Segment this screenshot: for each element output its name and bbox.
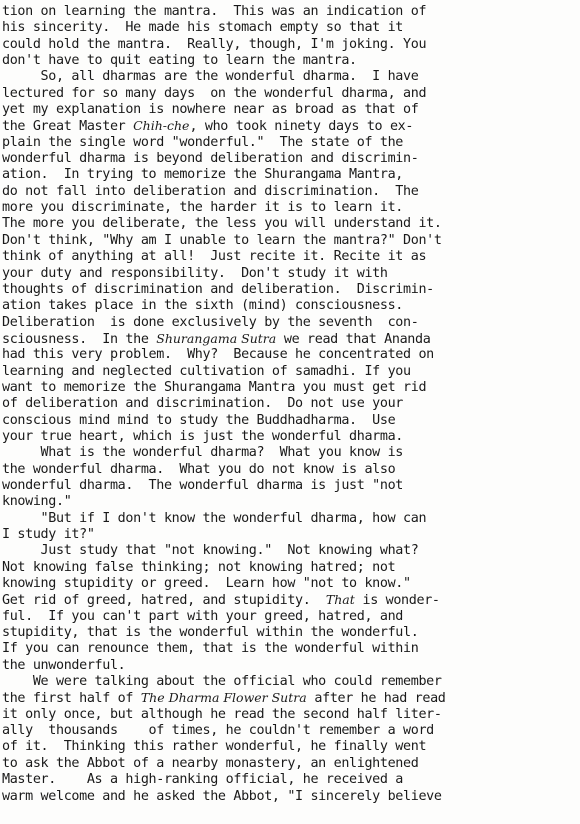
text-line	[2, 37, 578, 53]
text-line	[2, 674, 578, 690]
text-segment: had this very problem. Why? Because he concentrated on	[2, 347, 434, 363]
text-segment: So, all dharmas are the wonderful dharma. I have	[2, 69, 419, 85]
text-line	[2, 102, 578, 118]
text-line	[2, 216, 578, 232]
text-line	[2, 4, 578, 20]
italic-title: That	[325, 592, 355, 608]
text-segment: plain the single word "wonderful." The state of the	[2, 134, 404, 150]
text-segment: lectured for so many days on the wonderful dharma, and	[2, 85, 427, 101]
text-line	[2, 151, 578, 167]
text-line	[2, 249, 578, 265]
text-segment: thoughts of discrimination and deliberation. Discrimin-	[2, 281, 434, 297]
text-segment: ful. If you can't part with your greed, hatred, and	[2, 608, 404, 624]
text-line	[2, 543, 578, 559]
text-segment: knowing."	[2, 494, 72, 510]
text-segment: Master. As a high-ranking official, he received a	[2, 772, 404, 788]
text-segment: I study it?"	[2, 527, 95, 542]
text-line	[2, 396, 578, 412]
text-line	[2, 739, 578, 755]
text-line	[2, 282, 578, 298]
text-segment: yet my explanation is nowhere near as broad as that of	[2, 102, 419, 118]
text-segment: learning and neglected cultivation of samadhi. If you	[2, 363, 411, 379]
text-line	[2, 609, 578, 625]
text-segment: the unwonderful.	[2, 657, 126, 673]
text-line	[2, 576, 578, 592]
text-segment: The more you deliberate, the less you will understand it.	[2, 216, 442, 232]
text-segment: the first half of	[2, 691, 141, 707]
text-line	[2, 478, 578, 494]
text-segment: knowing stupidity or greed. Learn how "not to know."	[2, 576, 411, 592]
text-line	[2, 315, 578, 331]
text-line	[2, 707, 578, 723]
text-segment: sciousness. In the	[2, 331, 157, 347]
text-line	[2, 135, 578, 151]
text-line	[2, 413, 578, 429]
text-line	[2, 20, 578, 36]
text-line	[2, 445, 578, 461]
text-line	[2, 118, 578, 134]
text-line	[2, 266, 578, 282]
text-segment: is wonder-	[354, 593, 440, 609]
text-segment: What is the wonderful dharma? What you know is	[2, 445, 404, 461]
text-segment: Don't think, "Why am I unable to learn the mantra?" Don't	[2, 232, 442, 248]
text-segment: Get rid of greed, hatred, and stupidity.	[2, 593, 326, 609]
text-segment: conscious mind mind to study the Buddhadharma. Use	[2, 412, 396, 428]
text-segment: to ask the Abbot of a nearby monastery, an enlightened	[2, 755, 419, 771]
text-line	[2, 364, 578, 380]
text-segment: more you discriminate, the harder it is to learn it.	[2, 200, 404, 216]
text-segment: we read that Ananda	[276, 331, 431, 347]
text-line	[2, 560, 578, 576]
text-segment: his sincerity. He made his stomach empty so that it	[2, 20, 404, 36]
body-text	[2, 4, 578, 805]
text-segment: , who took ninety days to ex-	[189, 119, 414, 135]
text-segment: want to memorize the Shurangama Mantra you must get rid	[2, 379, 427, 395]
text-segment: Just study that "not knowing." Not knowing what?	[2, 543, 419, 559]
text-segment: If you can renounce them, that is the wonderful within	[2, 641, 419, 657]
text-line	[2, 429, 578, 445]
text-segment: ation. In trying to memorize the Shurangama Mantra,	[2, 167, 404, 183]
text-segment: could hold the mantra. Really, though, I'm joking. You	[2, 36, 427, 52]
text-line	[2, 511, 578, 527]
text-line	[2, 756, 578, 772]
text-segment: Not knowing false thinking; not knowing hatred; not	[2, 559, 396, 575]
text-segment: warm welcome and he asked the Abbot, "I sincerely believe	[2, 788, 442, 804]
text-line	[2, 641, 578, 657]
text-segment: ation takes place in the sixth (mind) consciousness.	[2, 298, 404, 314]
text-line	[2, 658, 578, 674]
text-segment: of it. Thinking this rather wonderful, he finally went	[2, 739, 427, 755]
text-segment: the wonderful dharma. What you do not know is also	[2, 461, 396, 477]
text-line	[2, 789, 578, 805]
italic-title: Chih-che	[133, 118, 190, 134]
text-line	[2, 53, 578, 69]
text-line	[2, 772, 578, 788]
text-line	[2, 69, 578, 85]
text-segment: don't have to quit eating to learn the mantra.	[2, 53, 357, 69]
text-line	[2, 184, 578, 200]
text-line	[2, 462, 578, 478]
text-segment: the Great Master	[2, 119, 134, 135]
text-segment: it only once, but although he read the second half liter-	[2, 706, 442, 722]
text-segment: think of anything at all! Just recite it. Recite it as	[2, 249, 427, 265]
text-line	[2, 200, 578, 216]
text-line	[2, 690, 578, 706]
italic-title: The Dharma Flower Sutra	[140, 690, 307, 706]
text-line	[2, 298, 578, 314]
text-segment: tion on learning the mantra. This was an indication of	[2, 4, 427, 19]
text-line	[2, 527, 578, 543]
text-segment: wonderful dharma. The wonderful dharma is just "not	[2, 477, 404, 493]
text-line	[2, 331, 578, 347]
text-segment: your true heart, which is just the wonderful dharma.	[2, 428, 404, 444]
text-segment: do not fall into deliberation and discrimination. The	[2, 183, 419, 199]
text-segment: of deliberation and discrimination. Do not use your	[2, 396, 404, 412]
text-segment: We were talking about the official who could remember	[2, 674, 442, 690]
text-line	[2, 233, 578, 249]
text-segment: your duty and responsibility. Don't study it with	[2, 265, 388, 281]
italic-title: Shurangama Sutra	[156, 330, 277, 346]
text-line	[2, 347, 578, 363]
text-line	[2, 625, 578, 641]
text-line	[2, 494, 578, 510]
text-line	[2, 592, 578, 608]
text-line	[2, 86, 578, 102]
text-segment: Deliberation is done exclusively by the seventh con-	[2, 314, 419, 330]
text-line	[2, 723, 578, 739]
text-segment: stupidity, that is the wonderful within the wonderful.	[2, 625, 419, 641]
text-segment: after he had read	[306, 691, 446, 707]
text-line	[2, 167, 578, 183]
text-segment: ally thousands of times, he couldn't remember a word	[2, 723, 434, 739]
text-line	[2, 380, 578, 396]
text-segment: "But if I don't know the wonderful dharma, how can	[2, 510, 427, 526]
text-segment: wonderful dharma is beyond deliberation and discrimin-	[2, 151, 419, 167]
